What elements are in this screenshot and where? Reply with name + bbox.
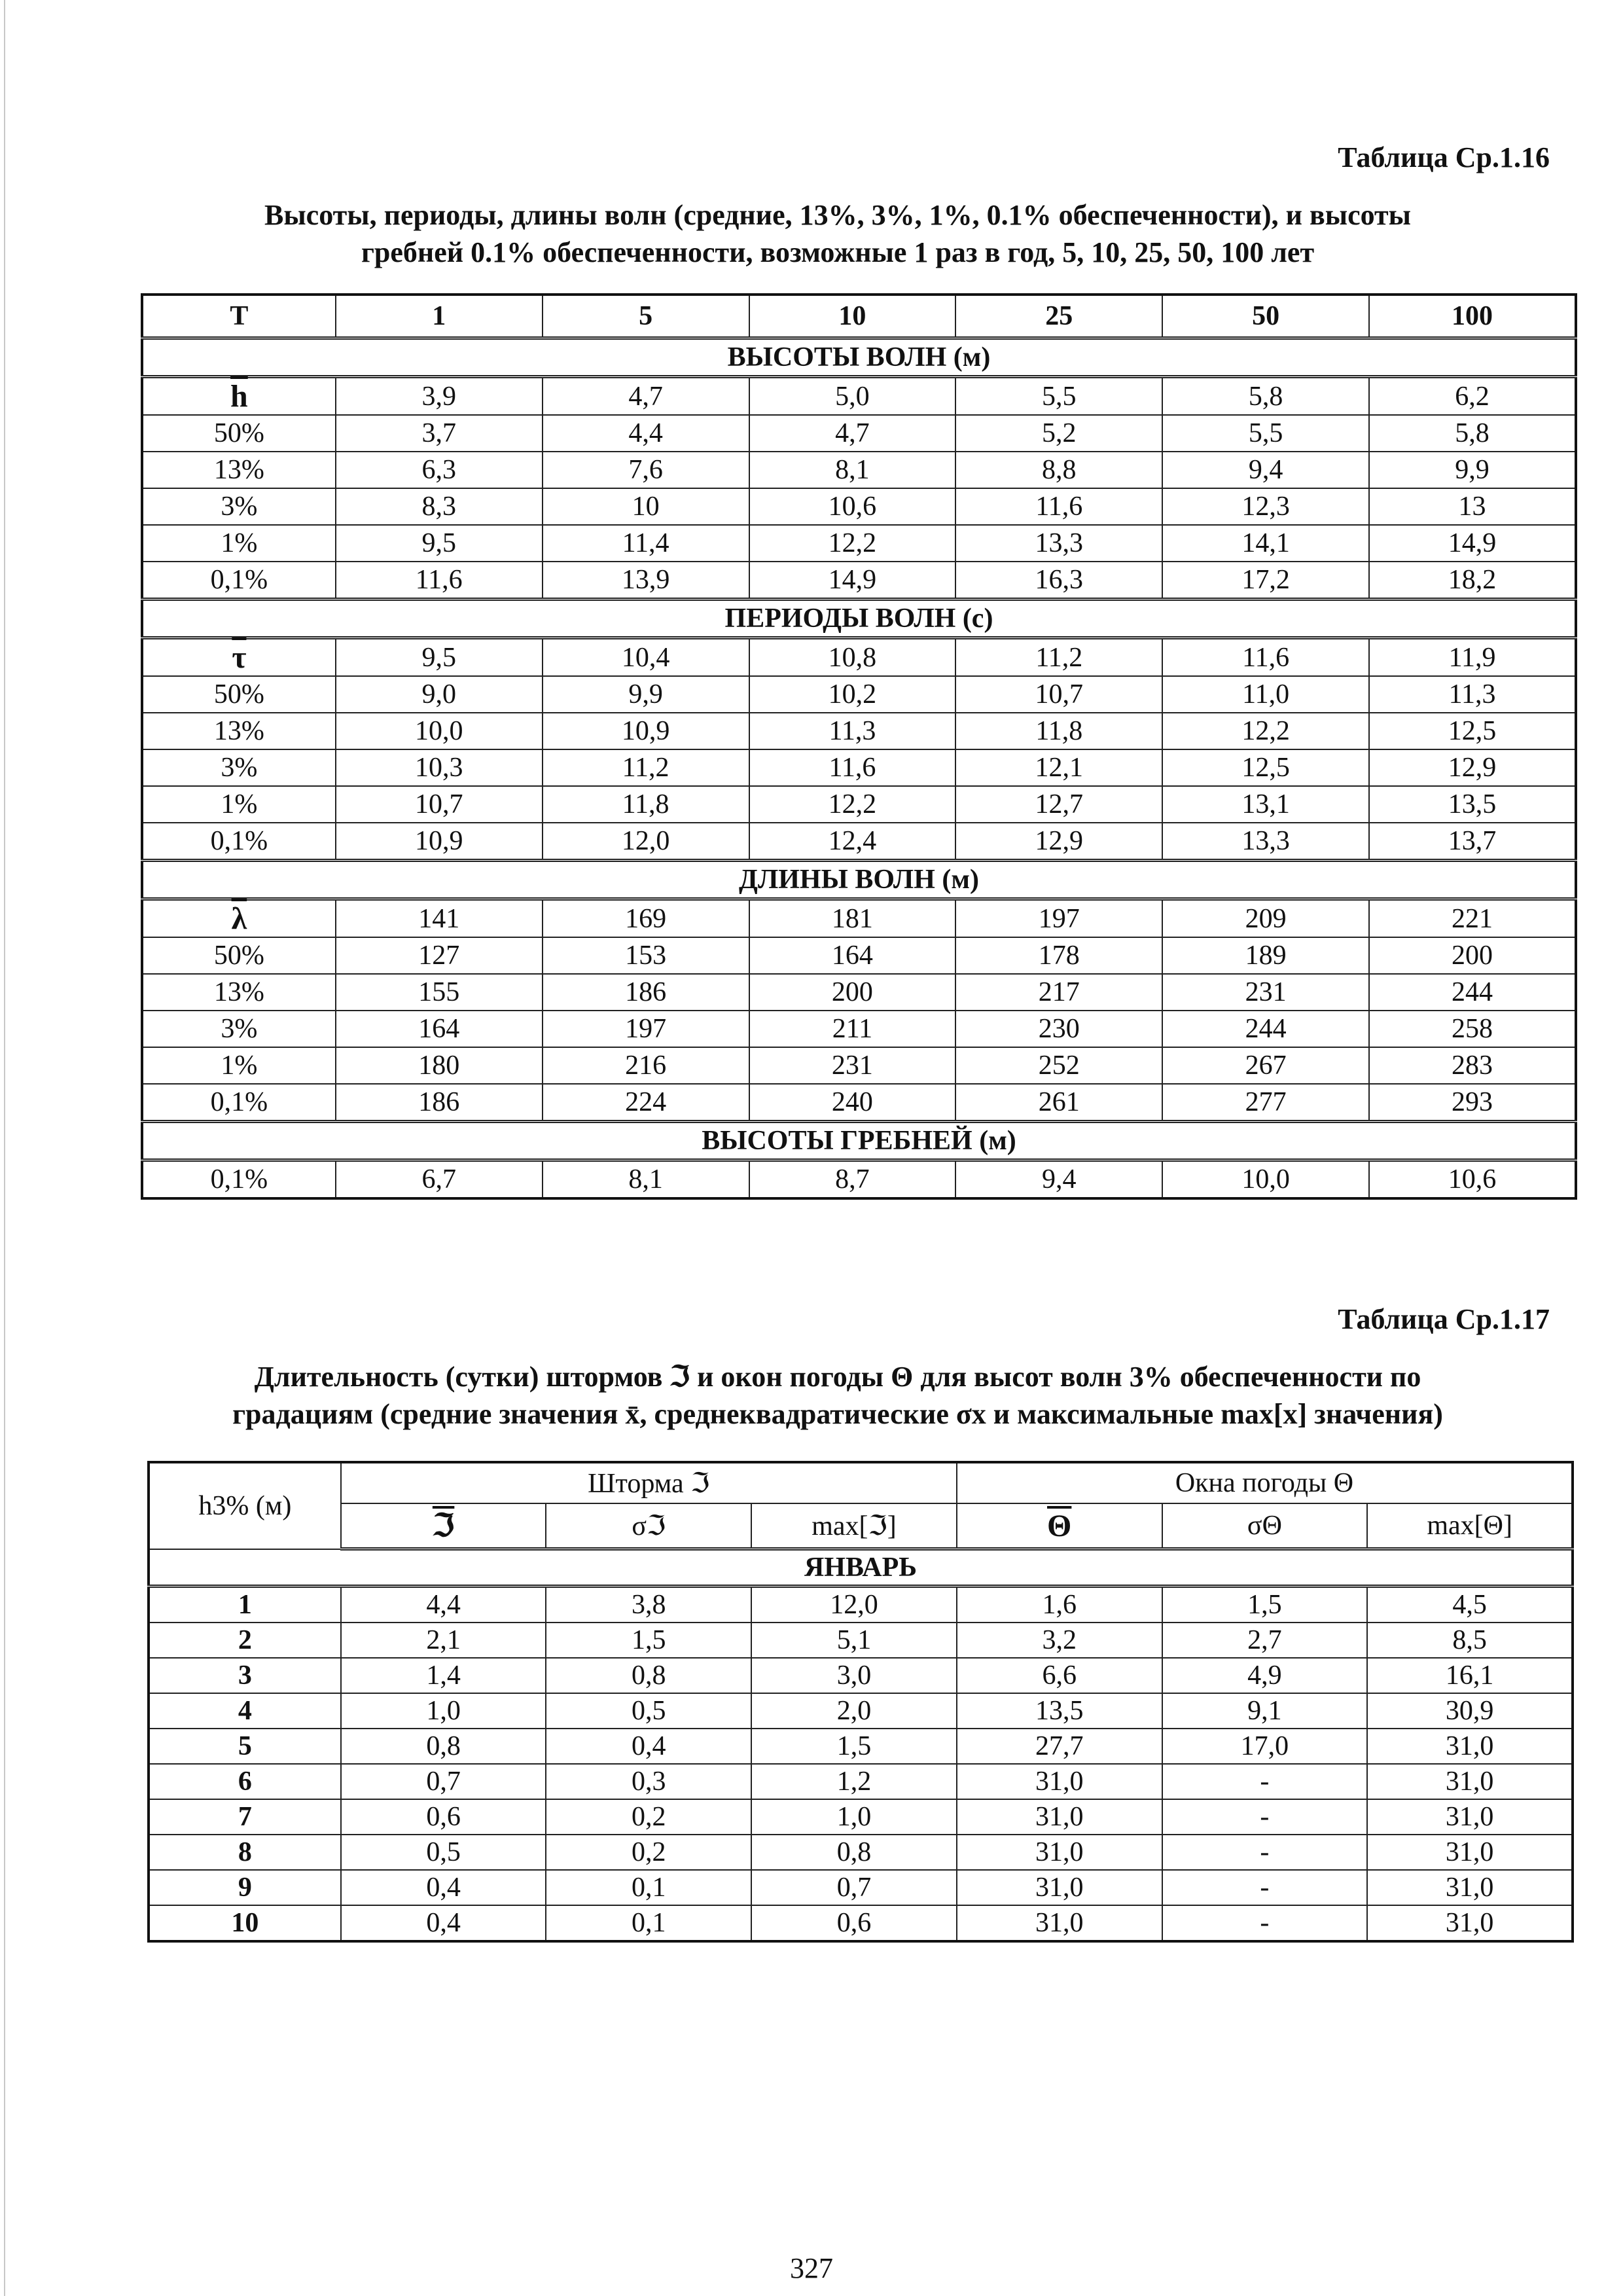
value-cell: 252 [955, 1047, 1162, 1084]
value-cell: 197 [543, 1011, 749, 1047]
weather-windows-group-header: Окна погоды Θ [957, 1462, 1573, 1503]
value-cell: 9,1 [1162, 1693, 1368, 1729]
value-cell: 283 [1369, 1047, 1576, 1084]
table-row [142, 937, 1576, 974]
value-cell: 1,2 [751, 1764, 957, 1799]
value-cell: 169 [543, 899, 749, 938]
value-cell: 31,0 [1367, 1729, 1573, 1764]
value-cell: 5,8 [1369, 415, 1576, 452]
wave-parameters-table [141, 293, 1577, 1200]
value-cell: 10,0 [1162, 1160, 1369, 1199]
subheader-cell: max[ℑ] [751, 1503, 957, 1549]
value-cell: 181 [749, 899, 956, 938]
row-label: 0,1% [142, 1160, 336, 1199]
table-row [142, 638, 1576, 677]
row-label: 50% [142, 676, 336, 713]
value-cell: 4,4 [543, 415, 749, 452]
value-cell: 10,7 [955, 676, 1162, 713]
value-cell: 9,4 [1162, 452, 1369, 488]
subheader-cell: σℑ [546, 1503, 751, 1549]
row-label: $\overline{\lambda}$ [142, 899, 336, 938]
value-cell: 14,9 [1369, 525, 1576, 562]
value-cell: 13,5 [1369, 786, 1576, 823]
value-cell: 17,0 [1162, 1729, 1368, 1764]
value-cell: 244 [1369, 974, 1576, 1011]
subheader-cell: $\overline{\Theta}$ [957, 1503, 1162, 1549]
row-label: 1% [142, 1047, 336, 1084]
table-16-heading-line-1: Высоты, периоды, длины волн (средние, 13%, 3%, 1%, 0.1% обеспеченности), и высоты [264, 199, 1412, 231]
value-cell: 11,9 [1369, 638, 1576, 677]
value-cell: 5,0 [749, 377, 956, 416]
value-cell: 1,5 [1162, 1587, 1368, 1623]
value-cell: 11,6 [955, 488, 1162, 525]
value-cell: 261 [955, 1084, 1162, 1122]
subheader-cell: ℑ [341, 1503, 546, 1549]
value-cell: 231 [1162, 974, 1369, 1011]
value-cell: 16,3 [955, 562, 1162, 600]
value-cell: 0,6 [341, 1799, 546, 1835]
value-cell: 186 [543, 974, 749, 1011]
table-row [149, 1905, 1573, 1941]
storm-duration-table [147, 1461, 1574, 1943]
value-cell: 221 [1369, 899, 1576, 938]
subheader-cell: σΘ [1162, 1503, 1368, 1549]
value-cell: 277 [1162, 1084, 1369, 1122]
value-cell: 0,5 [546, 1693, 751, 1729]
value-cell: 31,0 [957, 1870, 1162, 1905]
table-17-subheader-row [149, 1503, 1573, 1549]
row-label: 50% [142, 415, 336, 452]
value-cell: 12,2 [749, 525, 956, 562]
row-label: 10 [149, 1905, 341, 1941]
row-label: $\overline{\tau}$ [142, 638, 336, 677]
value-cell: 9,4 [955, 1160, 1162, 1199]
value-cell: 11,6 [749, 749, 956, 786]
value-cell: 2,0 [751, 1693, 957, 1729]
row-label: 0,1% [142, 823, 336, 861]
row-label: 3% [142, 1011, 336, 1047]
value-cell: 12,0 [751, 1587, 957, 1623]
row-label: 1% [142, 786, 336, 823]
value-cell: 11,3 [749, 713, 956, 749]
row-label: 5 [149, 1729, 341, 1764]
table-row [142, 823, 1576, 861]
table-16-heading-line-2: гребней 0.1% обеспеченности, возможные 1 раз в год, 5, 10, 25, 50, 100 лет [361, 236, 1315, 268]
section-title: ВЫСОТЫ ВОЛН (м) [142, 338, 1576, 377]
value-cell: 211 [749, 1011, 956, 1047]
value-cell: 258 [1369, 1011, 1576, 1047]
scan-margin-line [4, 0, 5, 2296]
table-row [149, 1729, 1573, 1764]
value-cell: 240 [749, 1084, 956, 1122]
value-cell: 11,8 [543, 786, 749, 823]
value-cell: 1,5 [546, 1623, 751, 1658]
row-label: 50% [142, 937, 336, 974]
value-cell: 11,6 [336, 562, 543, 600]
value-cell: 186 [336, 1084, 543, 1122]
section-title: ВЫСОТЫ ГРЕБНЕЙ (м) [142, 1122, 1576, 1160]
storm-duration-table-body [149, 1462, 1573, 1941]
row-label: 13% [142, 452, 336, 488]
header-cell: 1 [336, 295, 543, 338]
value-cell: 0,8 [751, 1835, 957, 1870]
value-cell: 0,6 [751, 1905, 957, 1941]
row-label: 7 [149, 1799, 341, 1835]
value-cell: 164 [749, 937, 956, 974]
table-row [149, 1587, 1573, 1623]
table-row [142, 562, 1576, 600]
value-cell: 200 [1369, 937, 1576, 974]
value-cell: 13,1 [1162, 786, 1369, 823]
value-cell: 164 [336, 1011, 543, 1047]
subheader-cell: max[Θ] [1367, 1503, 1573, 1549]
value-cell: 31,0 [957, 1799, 1162, 1835]
header-cell: 25 [955, 295, 1162, 338]
table-17-group-header-row [149, 1462, 1573, 1503]
section-row [142, 1122, 1576, 1160]
table-17-caption: Таблица Ср.1.17 [1338, 1303, 1550, 1335]
table-row [142, 899, 1576, 938]
value-cell: 4,7 [543, 377, 749, 416]
value-cell: 0,7 [751, 1870, 957, 1905]
value-cell: 0,8 [341, 1729, 546, 1764]
storms-group-header: Шторма ℑ [341, 1462, 957, 1503]
value-cell: 209 [1162, 899, 1369, 938]
value-cell: 10,8 [749, 638, 956, 677]
value-cell: 16,1 [1367, 1658, 1573, 1693]
table-row [149, 1623, 1573, 1658]
table-row [142, 749, 1576, 786]
value-cell: 6,2 [1369, 377, 1576, 416]
value-cell: 10,0 [336, 713, 543, 749]
row-label: 13% [142, 713, 336, 749]
table-row [149, 1693, 1573, 1729]
header-cell: 5 [543, 295, 749, 338]
row-label: 0,1% [142, 562, 336, 600]
value-cell: 0,2 [546, 1799, 751, 1835]
value-cell: 0,1 [546, 1870, 751, 1905]
value-cell: 8,1 [749, 452, 956, 488]
value-cell: 0,5 [341, 1835, 546, 1870]
value-cell: 8,8 [955, 452, 1162, 488]
value-cell: 1,5 [751, 1729, 957, 1764]
value-cell: 6,3 [336, 452, 543, 488]
value-cell: 10,2 [749, 676, 956, 713]
value-cell: 0,2 [546, 1835, 751, 1870]
value-cell: 11,2 [543, 749, 749, 786]
value-cell: 31,0 [957, 1835, 1162, 1870]
table-row [142, 786, 1576, 823]
value-cell: 0,8 [546, 1658, 751, 1693]
row-label: 9 [149, 1870, 341, 1905]
value-cell: 3,8 [546, 1587, 751, 1623]
row-label: 1 [149, 1587, 341, 1623]
row-label: 2 [149, 1623, 341, 1658]
value-cell: 0,4 [341, 1905, 546, 1941]
table-row [149, 1870, 1573, 1905]
value-cell: 11,3 [1369, 676, 1576, 713]
row-label: 4 [149, 1693, 341, 1729]
value-cell: 0,7 [341, 1764, 546, 1799]
value-cell: 14,9 [749, 562, 956, 600]
value-cell: - [1162, 1835, 1368, 1870]
value-cell: 153 [543, 937, 749, 974]
value-cell: 224 [543, 1084, 749, 1122]
section-row [149, 1549, 1573, 1587]
value-cell: 5,2 [955, 415, 1162, 452]
header-cell: 10 [749, 295, 956, 338]
value-cell: 9,5 [336, 638, 543, 677]
value-cell: 13 [1369, 488, 1576, 525]
table-row [142, 1047, 1576, 1084]
table-17-heading-line-1: Длительность (сутки) штормов ℑ и окон погоды Θ для высот волн 3% обеспеченности по [254, 1361, 1421, 1393]
table-row [149, 1799, 1573, 1835]
value-cell: 2,1 [341, 1623, 546, 1658]
value-cell: - [1162, 1799, 1368, 1835]
value-cell: 10,6 [749, 488, 956, 525]
value-cell: 27,7 [957, 1729, 1162, 1764]
row-label: 3% [142, 488, 336, 525]
table-row [142, 415, 1576, 452]
value-cell: 1,4 [341, 1658, 546, 1693]
table-row [149, 1764, 1573, 1799]
value-cell: 11,4 [543, 525, 749, 562]
value-cell: 12,3 [1162, 488, 1369, 525]
value-cell: 12,2 [1162, 713, 1369, 749]
value-cell: 11,0 [1162, 676, 1369, 713]
value-cell: 12,9 [955, 823, 1162, 861]
value-cell: 127 [336, 937, 543, 974]
value-cell: 8,7 [749, 1160, 956, 1199]
value-cell: 31,0 [1367, 1799, 1573, 1835]
value-cell: 12,0 [543, 823, 749, 861]
table-row [142, 974, 1576, 1011]
value-cell: 0,4 [341, 1870, 546, 1905]
row-label: 8 [149, 1835, 341, 1870]
row-label: 1% [142, 525, 336, 562]
section-row [142, 600, 1576, 638]
table-row [142, 1160, 1576, 1199]
value-cell: 1,6 [957, 1587, 1162, 1623]
value-cell: 244 [1162, 1011, 1369, 1047]
table-row [142, 452, 1576, 488]
value-cell: 31,0 [957, 1764, 1162, 1799]
value-cell: 7,6 [543, 452, 749, 488]
value-cell: 1,0 [751, 1799, 957, 1835]
section-title: ПЕРИОДЫ ВОЛН (с) [142, 600, 1576, 638]
row-label: 3 [149, 1658, 341, 1693]
value-cell: 0,4 [546, 1729, 751, 1764]
value-cell: 13,3 [1162, 823, 1369, 861]
value-cell: 217 [955, 974, 1162, 1011]
value-cell: 11,6 [1162, 638, 1369, 677]
value-cell: 230 [955, 1011, 1162, 1047]
value-cell: 10,6 [1369, 1160, 1576, 1199]
value-cell: 6,6 [957, 1658, 1162, 1693]
value-cell: 216 [543, 1047, 749, 1084]
value-cell: 4,7 [749, 415, 956, 452]
value-cell: 12,1 [955, 749, 1162, 786]
value-cell: 10,9 [336, 823, 543, 861]
value-cell: 9,9 [543, 676, 749, 713]
header-cell: 100 [1369, 295, 1576, 338]
value-cell: 9,9 [1369, 452, 1576, 488]
wave-parameters-table-body [142, 295, 1576, 1198]
value-cell: - [1162, 1905, 1368, 1941]
value-cell: 4,4 [341, 1587, 546, 1623]
section-title: ЯНВАРЬ [149, 1549, 1573, 1587]
value-cell: 267 [1162, 1047, 1369, 1084]
value-cell: 197 [955, 899, 1162, 938]
value-cell: 18,2 [1369, 562, 1576, 600]
value-cell: 3,7 [336, 415, 543, 452]
value-cell: 10,4 [543, 638, 749, 677]
value-cell: 10,7 [336, 786, 543, 823]
value-cell: 178 [955, 937, 1162, 974]
row-label: 0,1% [142, 1084, 336, 1122]
value-cell: 31,0 [1367, 1835, 1573, 1870]
value-cell: 12,2 [749, 786, 956, 823]
value-cell: 13,9 [543, 562, 749, 600]
value-cell: 3,9 [336, 377, 543, 416]
value-cell: 13,7 [1369, 823, 1576, 861]
value-cell: 6,7 [336, 1160, 543, 1199]
value-cell: 31,0 [1367, 1905, 1573, 1941]
value-cell: 17,2 [1162, 562, 1369, 600]
table-row [149, 1658, 1573, 1693]
value-cell: 0,1 [546, 1905, 751, 1941]
table-row [142, 1011, 1576, 1047]
value-cell: 10,3 [336, 749, 543, 786]
value-cell: 180 [336, 1047, 543, 1084]
header-cell: 50 [1162, 295, 1369, 338]
section-title: ДЛИНЫ ВОЛН (м) [142, 861, 1576, 899]
table-16-caption: Таблица Ср.1.16 [1338, 141, 1550, 173]
table-row [142, 1084, 1576, 1122]
value-cell: 1,0 [341, 1693, 546, 1729]
value-cell: 189 [1162, 937, 1369, 974]
row-label: $\overline{h}$ [142, 377, 336, 416]
row-label: 6 [149, 1764, 341, 1799]
value-cell: 293 [1369, 1084, 1576, 1122]
value-cell: 5,8 [1162, 377, 1369, 416]
value-cell: 12,7 [955, 786, 1162, 823]
table-17-heading-line-2: градациям (средние значения x̄, среднеквадратические σx и максимальные max[x] значения) [232, 1398, 1443, 1430]
value-cell: 8,1 [543, 1160, 749, 1199]
table-row [142, 676, 1576, 713]
value-cell: 4,5 [1367, 1587, 1573, 1623]
value-cell: 31,0 [1367, 1764, 1573, 1799]
value-cell: 3,0 [751, 1658, 957, 1693]
value-cell: 12,5 [1369, 713, 1576, 749]
value-cell: 9,0 [336, 676, 543, 713]
value-cell: 12,9 [1369, 749, 1576, 786]
row-header-cell: h3% (м) [149, 1462, 341, 1549]
table-row [142, 525, 1576, 562]
header-cell: T [142, 295, 336, 338]
value-cell: 155 [336, 974, 543, 1011]
table-row [149, 1835, 1573, 1870]
value-cell: 31,0 [957, 1905, 1162, 1941]
value-cell: 9,5 [336, 525, 543, 562]
value-cell: 141 [336, 899, 543, 938]
value-cell: 12,4 [749, 823, 956, 861]
section-row [142, 861, 1576, 899]
table-row [142, 713, 1576, 749]
value-cell: 12,5 [1162, 749, 1369, 786]
value-cell: 10 [543, 488, 749, 525]
value-cell: 31,0 [1367, 1870, 1573, 1905]
table-row [142, 377, 1576, 416]
value-cell: 13,5 [957, 1693, 1162, 1729]
row-label: 13% [142, 974, 336, 1011]
value-cell: 14,1 [1162, 525, 1369, 562]
value-cell: 200 [749, 974, 956, 1011]
value-cell: 5,5 [1162, 415, 1369, 452]
value-cell: - [1162, 1764, 1368, 1799]
value-cell: 8,3 [336, 488, 543, 525]
value-cell: 10,9 [543, 713, 749, 749]
value-cell: 30,9 [1367, 1693, 1573, 1729]
section-row [142, 338, 1576, 377]
value-cell: 4,9 [1162, 1658, 1368, 1693]
page-number: 327 [790, 2252, 833, 2284]
table-16-heading [157, 196, 1518, 271]
value-cell: 8,5 [1367, 1623, 1573, 1658]
value-cell: 3,2 [957, 1623, 1162, 1658]
table-17-heading [157, 1358, 1518, 1433]
value-cell: 5,1 [751, 1623, 957, 1658]
value-cell: 0,3 [546, 1764, 751, 1799]
value-cell: 11,8 [955, 713, 1162, 749]
value-cell: 5,5 [955, 377, 1162, 416]
row-label: 3% [142, 749, 336, 786]
value-cell: 231 [749, 1047, 956, 1084]
table-16-header-row [142, 295, 1576, 338]
table-row [142, 488, 1576, 525]
value-cell: 11,2 [955, 638, 1162, 677]
value-cell: 13,3 [955, 525, 1162, 562]
value-cell: - [1162, 1870, 1368, 1905]
value-cell: 2,7 [1162, 1623, 1368, 1658]
